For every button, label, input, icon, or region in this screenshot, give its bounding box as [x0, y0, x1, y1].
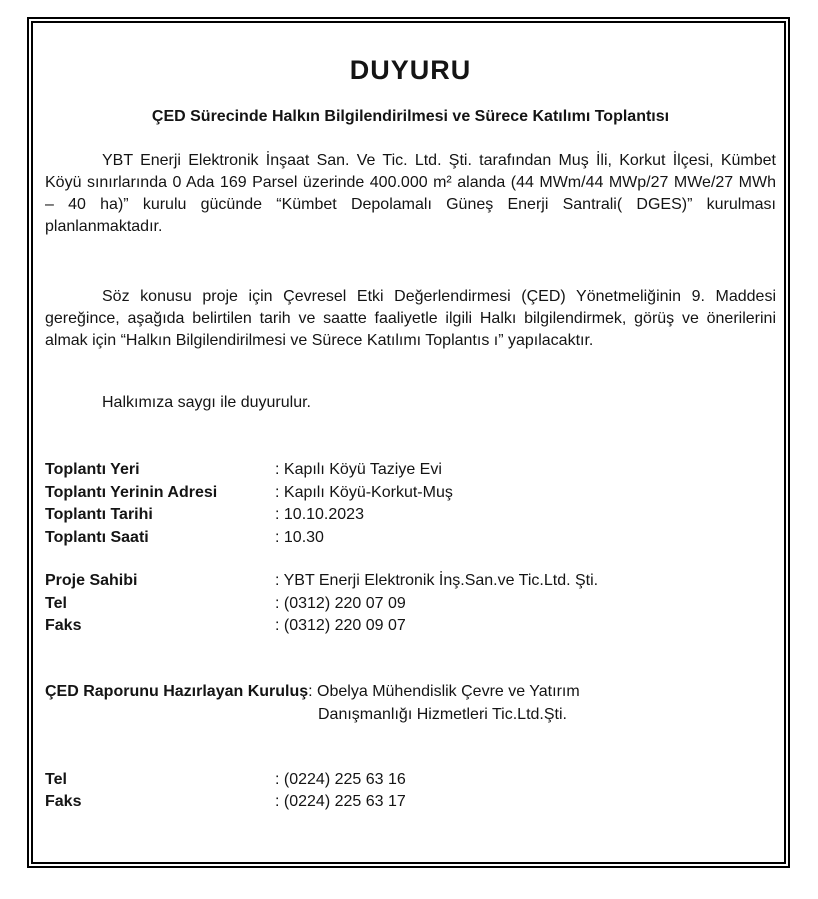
project-fax-value: : (0312) 220 09 07	[275, 617, 406, 634]
meeting-address-label: Toplantı Yerinin Adresi	[45, 483, 218, 501]
paragraph-regulation-notice	[45, 286, 776, 352]
paragraph-line: YBT Enerji Elektronik İnşaat San. Ve Tic. Ltd. Şti. tarafından Muş İli, Korkut İlçesi, Kümbet	[102, 152, 776, 169]
paragraph-line: planlanmaktadır.	[45, 218, 163, 235]
project-owner-value: : YBT Enerji Elektronik İnş.San.ve Tic.Ltd. Şti.	[275, 572, 599, 589]
project-tel-value: : (0312) 220 07 09	[275, 594, 406, 612]
contact-fax-row	[45, 791, 776, 814]
meeting-address-value: : Kapılı Köyü-Korkut-Muş	[275, 483, 453, 501]
meeting-time-value: : 10.30	[275, 528, 324, 546]
contact-tel-label: Tel	[45, 770, 67, 788]
contact-tel-row	[45, 769, 776, 792]
paragraph-line: gereğince, aşağıda belirtilen tarih ve saatte faaliyetle ilgili Halkı bilgilendirmek, görüş ve önerilerini	[45, 310, 776, 327]
closing-statement: Halkımıza saygı ile duyurulur.	[102, 394, 311, 411]
consultant-value: : Obelya Mühendislik Çevre ve Yatırım	[308, 682, 580, 700]
consultant-block	[45, 680, 776, 726]
project-owner-list	[45, 570, 776, 638]
consultant-line	[45, 680, 776, 703]
document-subtitle: ÇED Sürecinde Halkın Bilgilendirilmesi ve Sürece Katılımı Toplantısı	[151, 108, 670, 125]
paragraph-line: Söz konusu proje için Çevresel Etki Değerlendirmesi (ÇED) Yönetmeliğinin 9. Maddesi	[102, 288, 776, 305]
meeting-address-row	[45, 482, 776, 505]
meeting-time-row	[45, 527, 776, 550]
meeting-date-value: : 10.10.2023	[275, 506, 364, 523]
consultant-label: ÇED Raporunu Hazırlayan Kuruluş	[45, 682, 309, 700]
meeting-place-row	[45, 459, 776, 482]
paragraph-line: almak için “Halkın Bilgilendirilmesi ve Sürece Katılımı Toplantıs ı” yapılacaktır.	[45, 332, 594, 349]
document-content	[31, 21, 786, 864]
project-fax-row	[45, 615, 776, 638]
project-fax-label: Faks	[45, 617, 82, 634]
consultant-value-line2: Danışmanlığı Hizmetleri Tic.Ltd.Şti.	[318, 705, 567, 723]
meeting-time-label: Toplantı Saati	[45, 528, 149, 546]
contact-fax-value: : (0224) 225 63 17	[275, 793, 406, 810]
paragraph-line: – 40 ha)” kurulu gücünde “Kümbet Depolamalı Güneş Enerji Santrali( DGES)” kurulması	[45, 196, 776, 213]
meeting-place-value: : Kapılı Köyü Taziye Evi	[275, 461, 442, 478]
meeting-details-list	[45, 459, 776, 549]
meeting-date-row	[45, 504, 776, 527]
contact-tel-value: : (0224) 225 63 16	[275, 770, 406, 788]
project-tel-row	[45, 593, 776, 616]
paragraph-line: Köyü sınırlarında 0 Ada 169 Parsel üzerinde 400.000 m² alanda (44 MWm/44 MWp/27 MWe/27 MWh	[45, 174, 776, 191]
project-owner-label: Proje Sahibi	[45, 572, 138, 589]
document-title: DUYURU	[349, 55, 472, 85]
meeting-date-label: Toplantı Tarihi	[45, 506, 153, 523]
consultant-contact-list	[45, 769, 776, 814]
meeting-place-label: Toplantı Yeri	[45, 461, 140, 478]
project-owner-row	[45, 570, 776, 593]
document-border-frame	[27, 17, 790, 868]
project-tel-label: Tel	[45, 594, 67, 612]
paragraph-project-description	[45, 150, 776, 238]
contact-fax-label: Faks	[45, 793, 82, 810]
